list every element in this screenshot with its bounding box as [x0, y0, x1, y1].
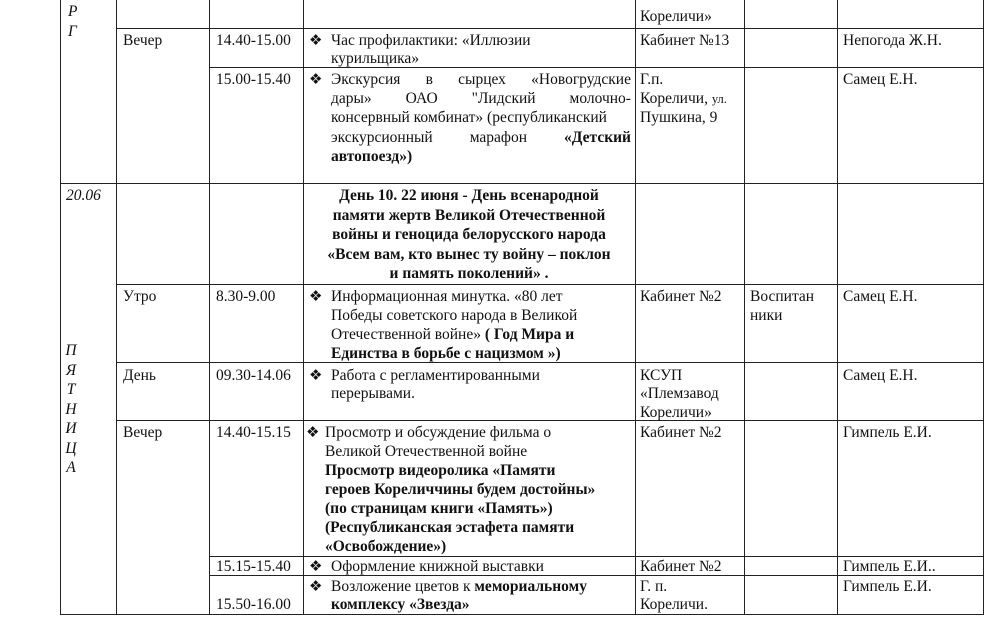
place-cell [640, 89, 727, 110]
place-cell: Г.п. [640, 71, 664, 88]
hline-bottom [60, 614, 984, 615]
place-text: Кореличи, [640, 90, 708, 107]
event-text: Великой Отечественной войне [325, 443, 528, 460]
event-text: «Освобождение») [325, 538, 447, 555]
hline-day-end [116, 420, 984, 421]
vline-left [60, 0, 61, 615]
participants-cell: Воспитан [750, 288, 815, 305]
vline-place [635, 0, 636, 615]
bullet-icon: ❖ [306, 423, 320, 441]
place-cell: Кабинет №2 [640, 424, 722, 441]
event-text: Победы советского народа в Великой [331, 307, 578, 324]
place-cell: Кореличи» [640, 8, 712, 25]
time-cell: 15.00-15.40 [216, 71, 291, 88]
bullet-icon: ❖ [309, 31, 323, 49]
place-cell: Кабинет №2 [640, 288, 722, 305]
event-word: в [425, 71, 433, 88]
heading-line: войны и геноцида белорусского народа [332, 226, 606, 243]
place-cell: Кабинет №13 [640, 32, 730, 49]
responsible-cell: Самец Е.Н. [843, 367, 918, 384]
weekday-letter: П [65, 342, 77, 359]
event-text: комплексу «Звезда» [331, 596, 470, 613]
event-text: (по страницам книги «Память») [325, 500, 553, 517]
vline-responsible [837, 0, 838, 615]
event-text: Информационная минутка. «80 лет [331, 288, 563, 305]
event-text: Просмотр и обсуждение фильма о [325, 424, 552, 441]
responsible-cell: Непогода Ж.Н. [843, 32, 942, 49]
event-word: «Новогрудские [531, 71, 631, 88]
responsible-cell: Самец Е.Н. [843, 288, 918, 305]
place-cell: Кореличи» [640, 404, 712, 421]
period-cell: Вечер [123, 32, 163, 49]
weekday-letter: И [65, 420, 77, 437]
weekday-vertical [64, 341, 78, 478]
vline-time [209, 0, 210, 615]
heading-line: и память поколений» . [389, 265, 549, 282]
event-word: марафон [469, 129, 528, 146]
event-word: Экскурсия [331, 71, 401, 88]
weekday-letter: Ц [65, 439, 77, 457]
responsible-cell: Самец Е.Н. [843, 71, 918, 88]
period-cell: День [123, 367, 157, 384]
period-cell: Утро [123, 288, 157, 305]
event-word: «Детский [564, 129, 631, 146]
event-text-bold: мемориальному [474, 578, 587, 595]
event-text: (Республиканская эстафета памяти [325, 519, 575, 536]
day-letter: Г [68, 23, 77, 40]
responsible-cell: Гимпель Е.И.. [843, 558, 936, 575]
event-text-plain: Возложение цветов к [331, 578, 471, 595]
weekday-letter: А [66, 459, 76, 476]
event-text-plain: Отечественной войне» [331, 326, 481, 343]
time-cell: 15.15-15.40 [216, 558, 291, 575]
hline-row-2 [209, 67, 984, 68]
event-line-justified [331, 128, 631, 148]
place-cell: «Племзавод [640, 385, 719, 402]
bullet-icon: ❖ [309, 366, 323, 384]
event-text: Просмотр видеоролика «Памяти [325, 462, 556, 479]
event-word: ОАО [405, 90, 438, 107]
heading-line: День 10. 22 июня - День всенародной [339, 187, 599, 204]
day-letter: Р [68, 3, 78, 20]
event-word: молочно- [569, 90, 631, 107]
hline-block-end [60, 183, 984, 184]
time-cell: 09.30-14.06 [216, 367, 291, 384]
responsible-cell: Гимпель Е.И. [843, 424, 932, 441]
time-cell: 14.40-15.15 [216, 424, 291, 441]
event-text-bold: ( Год Мира и [484, 326, 575, 343]
responsible-cell: Гимпель Е.И. [843, 578, 932, 595]
time-cell: 15.50-16.00 [216, 596, 291, 613]
heading-line: памяти жертв Великой Отечественной [332, 206, 606, 224]
event-text: героев Кореличчины будем достойны» [325, 481, 596, 498]
event-word: сырцех [458, 71, 506, 88]
place-cell: Пушкина, 9 [640, 109, 718, 126]
event-line-justified [331, 70, 631, 90]
place-cell: Кабинет №2 [640, 558, 722, 575]
event-text: Оформление книжной выставки [331, 558, 544, 575]
event-line-justified [331, 89, 631, 109]
bullet-icon: ❖ [309, 287, 323, 305]
event-text: консервный комбинат» (республиканский [331, 109, 607, 126]
place-cell: Кореличи. [640, 596, 708, 613]
vline-event [303, 0, 304, 615]
event-text [331, 577, 587, 597]
place-text-small: ул. [711, 92, 727, 106]
time-cell: 14.40-15.00 [216, 32, 291, 49]
weekday-letter: Я [65, 361, 77, 379]
event-text: перерывами. [331, 385, 415, 402]
event-text: курильщика» [331, 50, 420, 67]
bullet-icon: ❖ [309, 557, 323, 575]
place-cell: КСУП [640, 367, 683, 384]
hline-heading-end [116, 284, 984, 285]
event-text: автопоезд») [331, 148, 413, 165]
event-text: Час профилактики: «Иллюзии [331, 32, 531, 49]
weekday-letter: Н [65, 400, 77, 418]
event-word: экскурсионный [331, 129, 433, 146]
date-cell: 20.06 [66, 187, 101, 204]
bullet-icon: ❖ [309, 70, 323, 88]
vline-participants [744, 0, 745, 615]
weekday-letter: Т [66, 381, 76, 398]
place-cell: Г. п. [640, 578, 668, 595]
vline-right [983, 0, 984, 615]
day-heading [303, 186, 635, 284]
heading-line: «Всем вам, кто вынес ту войну – поклон [327, 245, 611, 263]
time-cell: 8.30-9.00 [216, 288, 276, 305]
event-text [331, 325, 574, 345]
event-word: дары» [331, 90, 372, 107]
event-text: Работа с регламентированными [331, 367, 540, 384]
period-cell: Вечер [123, 424, 163, 441]
hline-row-top [116, 28, 984, 29]
event-word: "Лидский [471, 90, 536, 107]
bullet-icon: ❖ [309, 577, 323, 595]
participants-cell: ники [750, 307, 783, 324]
event-text: Единства в борьбе с нацизмом ») [331, 345, 561, 362]
vline-period [116, 0, 117, 615]
